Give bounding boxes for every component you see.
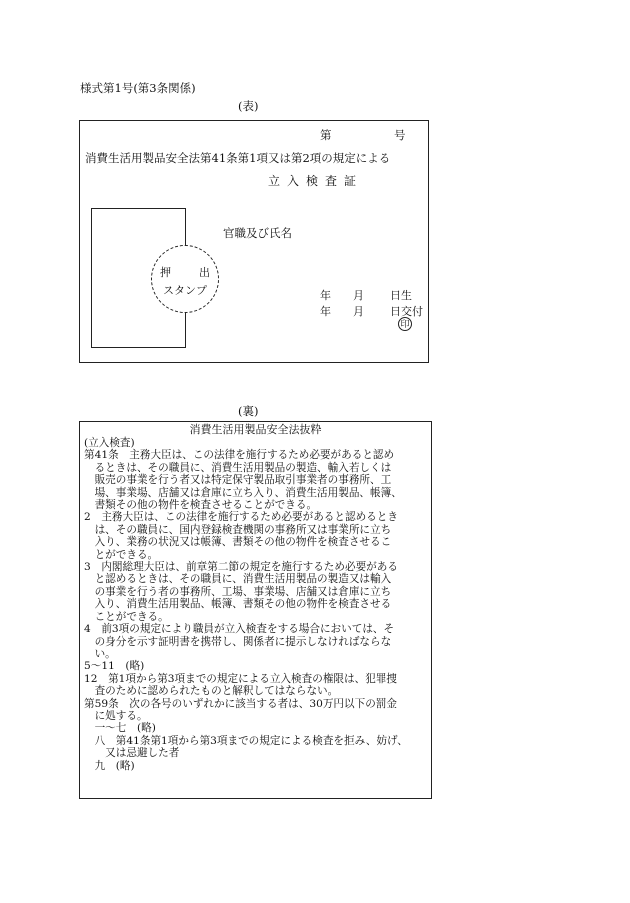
excerpt-line: 書類その他の物件を検査させることができる。 — [84, 499, 318, 512]
excerpt-line: 5〜11 (略) — [84, 660, 145, 673]
stamp-text-line2: スタンプ — [163, 284, 207, 297]
excerpt-line: 12 第1項から第3項までの規定による立入検査の権限は、犯罪捜 — [84, 672, 397, 685]
issue-day-label: 日交付 — [390, 305, 423, 318]
excerpt-line: 九 (略) — [84, 759, 135, 772]
birth-date-line — [320, 287, 412, 303]
number-prefix: 第 — [320, 128, 332, 142]
excerpt-line: 2 主務大臣は、この法律を施行するため必要があると認めるとき — [84, 511, 398, 524]
issue-month-label: 月 — [353, 305, 364, 318]
front-side-label: (表) — [238, 99, 259, 113]
birth-year-label: 年 — [320, 289, 331, 302]
excerpt-line: 3 内閣総理大臣は、前章第二節の規定を施行するため必要がある — [84, 561, 398, 574]
excerpt-line: (立入検査) — [84, 437, 135, 449]
law-reference: 消費生活用製品安全法第41条第1項又は第2項の規定による — [85, 151, 391, 165]
excerpt-line: 八 第41条第1項から第3項までの規定による検査を拒み、妨げ、 — [84, 734, 408, 747]
excerpt-line: とができる。 — [84, 548, 159, 561]
number-suffix: 号 — [394, 128, 406, 142]
issue-year-label: 年 — [320, 305, 331, 318]
excerpt-line: 入り、業務の状況又は帳簿、書類その他の物件を検査させるこ — [84, 536, 392, 549]
excerpt-line: の身分を示す証明書を携帯し、関係者に提示しなければならな — [84, 635, 392, 648]
stamp-char-left: 押 — [160, 266, 171, 279]
excerpt-line: に処する。 — [84, 709, 148, 722]
excerpt-line: るときは、その職員に、消費生活用製品の製造、輸入若しくは — [84, 461, 392, 474]
stamp-circle — [151, 245, 219, 313]
excerpt-line: 第41条 主務大臣は、この法律を施行するため必要があると認め — [84, 449, 395, 462]
excerpt-line: ことができる。 — [84, 610, 169, 623]
excerpt-line: 4 前3項の規定により職員が立入検査をする場合においては、そ — [84, 623, 395, 636]
excerpt-line: と認めるときは、その職員に、消費生活用製品の製造又は輸入 — [84, 573, 392, 586]
excerpt-line: 又は忌避した者 — [84, 747, 180, 760]
excerpt-line: 査のために認められたものと解釈してはならない。 — [84, 685, 339, 698]
stamp-char-right: 出 — [199, 266, 210, 279]
excerpt-line: の事業を行う者の事務所、工場、事業場、店舗又は倉庫に立ち — [84, 585, 392, 598]
excerpt-line: 第59条 次の各号のいずれかに該当する者は、30万円以下の罰金 — [84, 697, 397, 710]
excerpt-body — [84, 437, 429, 772]
excerpt-line: 場、事業場、店舗又は倉庫に立ち入り、消費生活用製品、帳簿、 — [84, 486, 402, 499]
excerpt-title: 消費生活用製品安全法抜粋 — [189, 423, 322, 436]
birth-day-label: 日生 — [390, 289, 412, 302]
excerpt-line: 入り、消費生活用製品、帳簿、書類その他の物件を検査させる — [84, 598, 392, 611]
certificate-title: 立入検査証 — [268, 174, 364, 188]
seal-mark: 印 — [398, 317, 412, 331]
certificate-back — [79, 421, 432, 799]
excerpt-line: い。 — [84, 647, 116, 660]
official-name-label: 官職及び氏名 — [223, 226, 292, 240]
excerpt-line: 一〜七 (略) — [84, 722, 156, 735]
back-side-label: (裏) — [238, 404, 259, 418]
form-number-label: 様式第1号(第3条関係) — [80, 81, 196, 95]
birth-month-label: 月 — [353, 289, 364, 302]
stamp-text-line1 — [160, 264, 210, 280]
excerpt-line: 販売の事業を行う者又は特定保守製品取引事業者の事務所、工 — [84, 474, 392, 487]
certificate-front — [79, 120, 429, 363]
excerpt-line: は、その職員に、国内登録検査機関の事務所又は事業所に立ち — [84, 523, 392, 536]
